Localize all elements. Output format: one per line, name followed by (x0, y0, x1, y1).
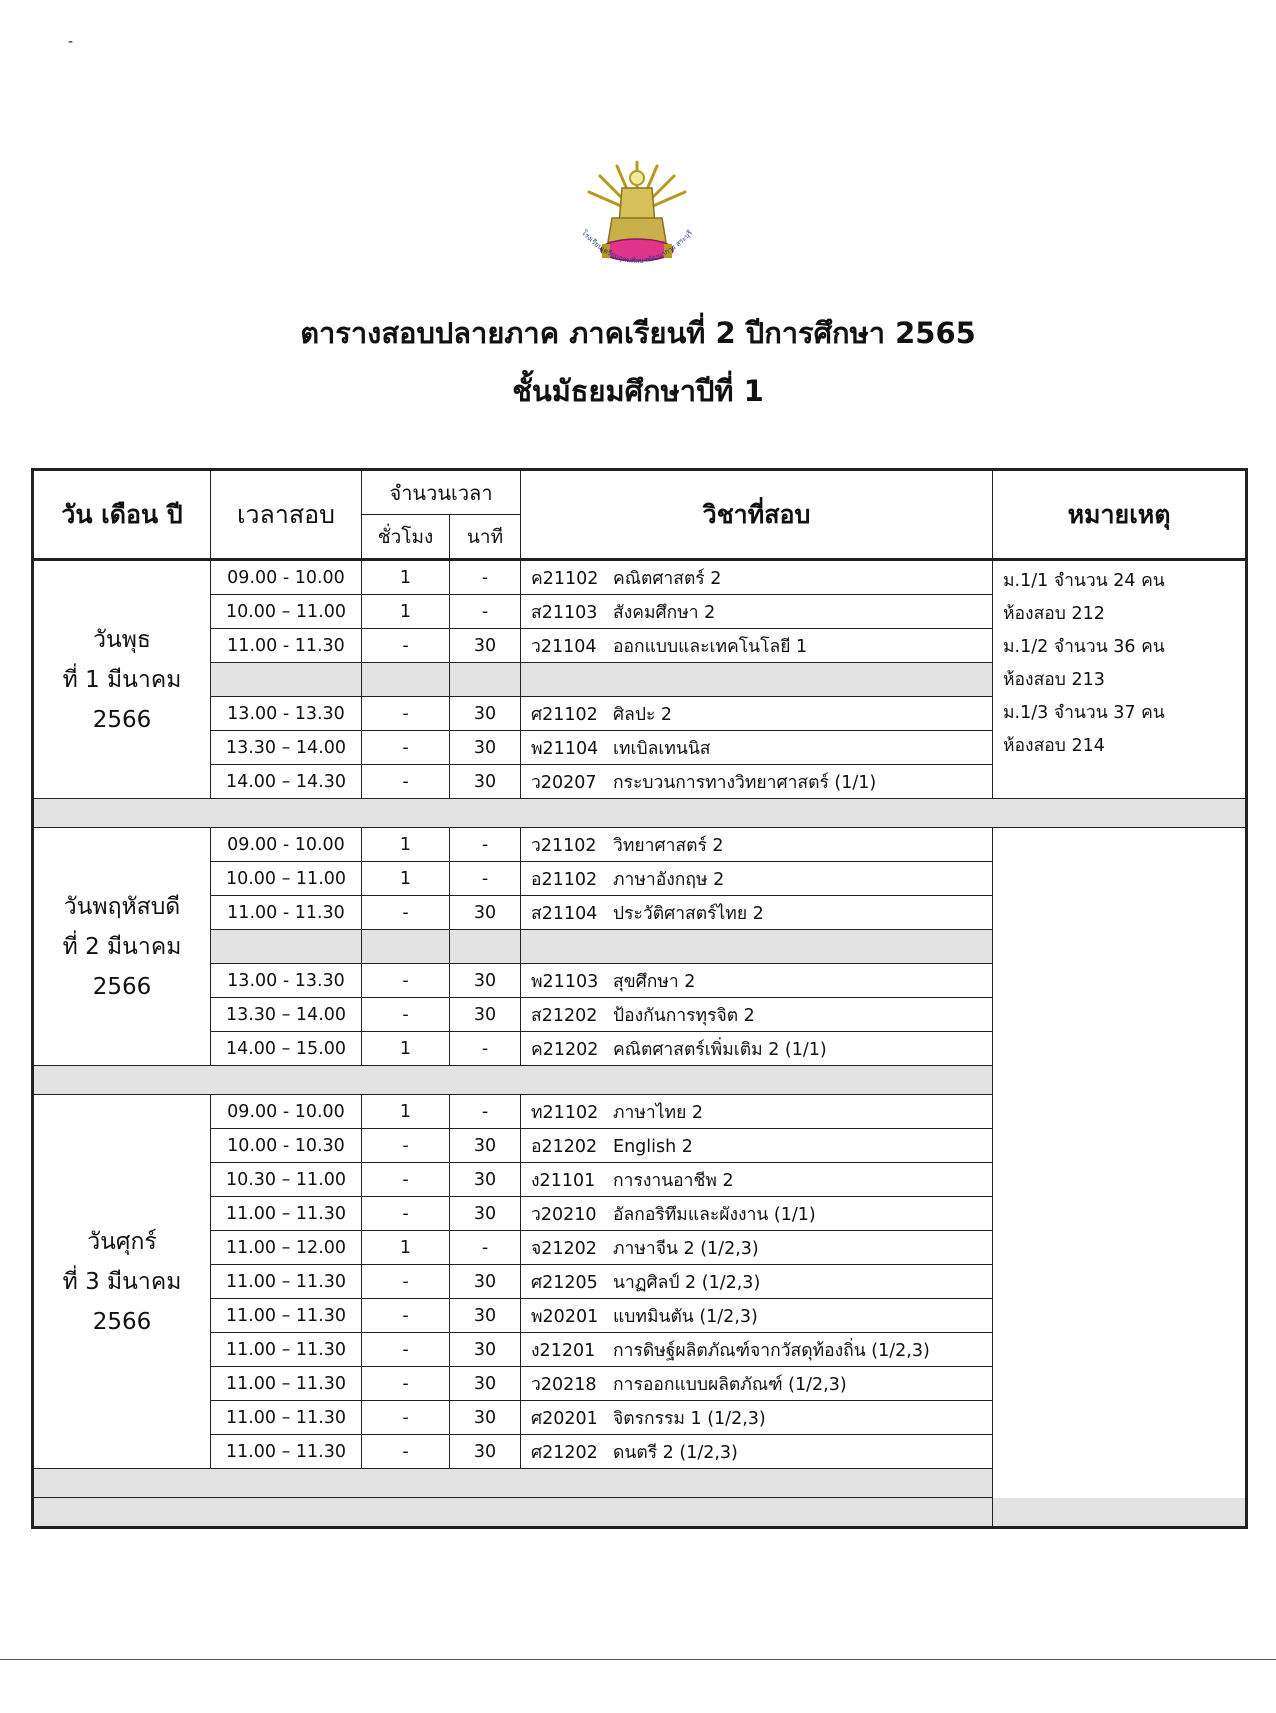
hours-cell: - (362, 1197, 450, 1231)
subject-code: พ20201 (531, 1306, 599, 1327)
subject-cell (521, 629, 993, 663)
minutes-cell: - (450, 595, 521, 629)
minutes-cell: 30 (450, 629, 521, 663)
empty-cell (521, 663, 993, 697)
subject-cell (521, 896, 993, 930)
subject-name: ศิลปะ 2 (613, 704, 673, 725)
subject-cell (521, 1367, 993, 1401)
subject-code: ท21102 (531, 1102, 599, 1123)
subject-name: ภาษาไทย 2 (613, 1102, 704, 1123)
minutes-cell: 30 (450, 1367, 521, 1401)
subject-name: ป้องกันการทุรจิต 2 (613, 1005, 755, 1026)
subject-cell (521, 964, 993, 998)
subject-code: ส21202 (531, 1005, 598, 1026)
minutes-cell: - (450, 1095, 521, 1129)
subject-code: ค21102 (531, 568, 599, 589)
minutes-cell: 30 (450, 1265, 521, 1299)
day-cell (33, 828, 211, 1066)
subject-cell (521, 1265, 993, 1299)
hours-cell: - (362, 731, 450, 765)
page-bottom-rule (0, 1659, 1276, 1660)
subject-code: ศ21102 (531, 704, 598, 725)
hours-cell: 1 (362, 1032, 450, 1066)
remark-line: ม.1/2 จำนวน 36 คน (1003, 637, 1165, 657)
empty-cell (362, 930, 450, 964)
subject-cell (521, 1163, 993, 1197)
empty-cell (33, 1066, 993, 1095)
remark-line: ห้องสอบ 214 (1003, 736, 1105, 756)
exam-time-cell: 11.00 – 12.00 (211, 1231, 362, 1265)
minutes-cell: 30 (450, 731, 521, 765)
subject-cell (521, 595, 993, 629)
hours-cell: - (362, 1333, 450, 1367)
subject-cell (521, 697, 993, 731)
hours-cell: - (362, 1163, 450, 1197)
hours-cell: 1 (362, 862, 450, 896)
exam-time-cell: 11.00 – 11.30 (211, 1265, 362, 1299)
subject-cell (521, 998, 993, 1032)
minutes-cell: - (450, 1231, 521, 1265)
day-label-line: วันศุกร์ (87, 1228, 157, 1255)
exam-time-cell: 11.00 – 11.30 (211, 1333, 362, 1367)
hours-cell: - (362, 1129, 450, 1163)
empty-cell (211, 663, 362, 697)
subject-cell (521, 1435, 993, 1469)
exam-time-cell: 10.00 – 11.00 (211, 862, 362, 896)
subject-cell (521, 1299, 993, 1333)
header-minutes: นาที (450, 515, 521, 560)
header-remarks: หมายเหตุ (993, 470, 1247, 560)
subject-code: จ21202 (531, 1238, 597, 1259)
minutes-cell: - (450, 862, 521, 896)
subject-name: สุขศึกษา 2 (613, 971, 696, 992)
empty-cell (450, 930, 521, 964)
remarks-empty-cell (993, 828, 1247, 1528)
page-subtitle: ชั้นมัธยมศึกษาปีที่ 1 (512, 374, 764, 408)
subject-code: ศ20201 (531, 1408, 598, 1429)
subject-cell (521, 1129, 993, 1163)
subject-cell (521, 731, 993, 765)
table-row (33, 560, 1247, 595)
remark-line: ม.1/3 จำนวน 37 คน (1003, 703, 1165, 723)
hours-cell: - (362, 1435, 450, 1469)
header-date: วัน เดือน ปี (33, 470, 211, 560)
exam-time-cell: 11.00 – 11.30 (211, 1299, 362, 1333)
exam-time-cell: 13.00 - 13.30 (211, 964, 362, 998)
subject-name: ดนตรี 2 (1/2,3) (613, 1442, 738, 1463)
minutes-cell: 30 (450, 1299, 521, 1333)
hours-cell: - (362, 964, 450, 998)
exam-time-cell: 10.00 – 11.00 (211, 595, 362, 629)
hours-cell: 1 (362, 595, 450, 629)
school-crest-logo (572, 158, 702, 288)
exam-time-cell: 13.30 – 14.00 (211, 998, 362, 1032)
hours-cell: 1 (362, 560, 450, 595)
subject-name: นาฏศิลป์ 2 (1/2,3) (613, 1272, 761, 1293)
exam-time-cell: 14.00 – 14.30 (211, 765, 362, 799)
header-hours: ชั่วโมง (362, 515, 450, 560)
subject-code: ศ21202 (531, 1442, 598, 1463)
hours-cell: - (362, 896, 450, 930)
hours-cell: - (362, 629, 450, 663)
day-separator-row (33, 799, 1247, 828)
minutes-cell: 30 (450, 1163, 521, 1197)
hours-cell: 1 (362, 1231, 450, 1265)
hours-cell: - (362, 998, 450, 1032)
empty-cell (211, 930, 362, 964)
exam-time-cell: 11.00 – 11.30 (211, 1367, 362, 1401)
subject-name: คณิตศาสตร์เพิ่มเติม 2 (1/1) (613, 1039, 827, 1060)
subject-cell (521, 1231, 993, 1265)
day-label-line: ที่ 2 มีนาคม (62, 933, 182, 960)
day-label-line: ที่ 1 มีนาคม (62, 666, 182, 693)
hours-cell: - (362, 1367, 450, 1401)
header-time: เวลาสอบ (211, 470, 362, 560)
subject-cell (521, 1032, 993, 1066)
day-label-line: วันพุธ (93, 626, 151, 653)
day-label-line: 2566 (92, 706, 152, 733)
remark-line: ห้องสอบ 213 (1003, 670, 1105, 690)
subject-code: ว21104 (531, 636, 597, 657)
empty-cell (362, 663, 450, 697)
empty-cell (33, 1469, 993, 1498)
day-cell (33, 1095, 211, 1469)
hours-cell: 1 (362, 1095, 450, 1129)
exam-time-cell: 11.00 – 11.30 (211, 1197, 362, 1231)
minutes-cell: 30 (450, 1435, 521, 1469)
subject-cell (521, 862, 993, 896)
minutes-cell: - (450, 828, 521, 862)
minutes-cell: 30 (450, 1401, 521, 1435)
day-cell (33, 560, 211, 799)
exam-time-cell: 11.00 - 11.30 (211, 629, 362, 663)
subject-name: เทเบิลเทนนิส (613, 738, 711, 759)
header-subject: วิชาที่สอบ (521, 470, 993, 560)
remark-line: ห้องสอบ 212 (1003, 604, 1105, 624)
exam-time-cell: 10.00 - 10.30 (211, 1129, 362, 1163)
exam-time-cell: 11.00 - 11.30 (211, 896, 362, 930)
minutes-cell: - (450, 560, 521, 595)
minutes-cell: 30 (450, 964, 521, 998)
subject-name: สังคมศึกษา 2 (613, 602, 716, 623)
exam-time-cell: 09.00 - 10.00 (211, 560, 362, 595)
subject-code: ว20210 (531, 1204, 597, 1225)
subject-code: ว20218 (531, 1374, 597, 1395)
hours-cell: - (362, 697, 450, 731)
exam-time-cell: 10.30 – 11.00 (211, 1163, 362, 1197)
exam-time-cell: 13.00 - 13.30 (211, 697, 362, 731)
subject-name: การดิษฐ์ผลิตภัณฑ์จากวัสดุท้องถิ่น (1/2,3) (613, 1340, 930, 1361)
subject-name: วิทยาศาสตร์ 2 (613, 835, 724, 856)
minutes-cell: 30 (450, 998, 521, 1032)
day-label-line: 2566 (92, 1308, 152, 1335)
exam-time-cell: 11.00 – 11.30 (211, 1401, 362, 1435)
table-footer-row (33, 1498, 1247, 1528)
header-duration: จำนวนเวลา (362, 470, 521, 515)
svg-text:โรงเรียนเตรียมอุดมศึกษาพัฒนากา: โรงเรียนเตรียมอุดมศึกษาพัฒนาการ สระบุรี (579, 228, 695, 266)
subject-name: ประวัติศาสตร์ไทย 2 (613, 903, 764, 924)
subject-cell (521, 765, 993, 799)
exam-schedule-table (31, 468, 1248, 1529)
subject-code: พ21103 (531, 971, 599, 992)
subject-name: ภาษาจีน 2 (1/2,3) (613, 1238, 759, 1259)
subject-name: ออกแบบและเทคโนโลยี 1 (613, 636, 808, 657)
subject-code: ว21102 (531, 835, 597, 856)
remarks-cell (993, 560, 1247, 799)
exam-time-cell: 09.00 - 10.00 (211, 1095, 362, 1129)
subject-cell (521, 1095, 993, 1129)
minutes-cell: 30 (450, 697, 521, 731)
hours-cell: 1 (362, 828, 450, 862)
hours-cell: - (362, 1299, 450, 1333)
minutes-cell: 30 (450, 1197, 521, 1231)
subject-cell (521, 1401, 993, 1435)
subject-cell (521, 828, 993, 862)
subject-name: การงานอาชีพ 2 (613, 1170, 734, 1191)
subject-name: อัลกอริทึมและผังงาน (1/1) (613, 1204, 816, 1225)
exam-time-cell: 14.00 – 15.00 (211, 1032, 362, 1066)
subject-code: ส21104 (531, 903, 598, 924)
hours-cell: - (362, 765, 450, 799)
empty-cell (521, 930, 993, 964)
day-label-line: ที่ 3 มีนาคม (62, 1268, 182, 1295)
subject-name: จิตรกรรม 1 (1/2,3) (613, 1408, 766, 1429)
subject-code: ว20207 (531, 772, 597, 793)
day-label-line: 2566 (92, 973, 152, 1000)
subject-name: คณิตศาสตร์ 2 (613, 568, 722, 589)
subject-code: อ21202 (531, 1136, 598, 1157)
subject-code: อ21102 (531, 869, 598, 890)
empty-cell (33, 799, 1247, 828)
hours-cell: - (362, 1265, 450, 1299)
subject-code: พ21104 (531, 738, 599, 759)
subject-cell (521, 560, 993, 595)
minutes-cell: 30 (450, 765, 521, 799)
subject-name: กระบวนการทางวิทยาศาสตร์ (1/1) (613, 772, 877, 793)
day-label-line: วันพฤหัสบดี (63, 893, 181, 920)
subject-code: ศ21205 (531, 1272, 598, 1293)
subject-code: ง21101 (531, 1170, 596, 1191)
subject-name: แบทมินตัน (1/2,3) (613, 1306, 758, 1327)
empty-cell (33, 1498, 1247, 1528)
subject-cell (521, 1333, 993, 1367)
empty-cell (450, 663, 521, 697)
subject-code: ส21103 (531, 602, 598, 623)
remark-line: ม.1/1 จำนวน 24 คน (1003, 571, 1165, 591)
exam-time-cell: 13.30 – 14.00 (211, 731, 362, 765)
subject-cell (521, 1197, 993, 1231)
subject-name: การออกแบบผลิตภัณฑ์ (1/2,3) (613, 1374, 847, 1395)
minutes-cell: 30 (450, 1129, 521, 1163)
subject-code: ง21201 (531, 1340, 596, 1361)
exam-time-cell: 09.00 - 10.00 (211, 828, 362, 862)
subject-code: ค21202 (531, 1039, 599, 1060)
subject-name: ภาษาอังกฤษ 2 (613, 869, 725, 890)
minutes-cell: - (450, 1032, 521, 1066)
minutes-cell: 30 (450, 1333, 521, 1367)
exam-time-cell: 11.00 – 11.30 (211, 1435, 362, 1469)
table-row (33, 828, 1247, 862)
subject-name: English 2 (613, 1136, 693, 1157)
page-mark: - (68, 34, 74, 50)
hours-cell: - (362, 1401, 450, 1435)
page-title: ตารางสอบปลายภาค ภาคเรียนที่ 2 ปีการศึกษา 2565 (300, 316, 976, 350)
minutes-cell: 30 (450, 896, 521, 930)
